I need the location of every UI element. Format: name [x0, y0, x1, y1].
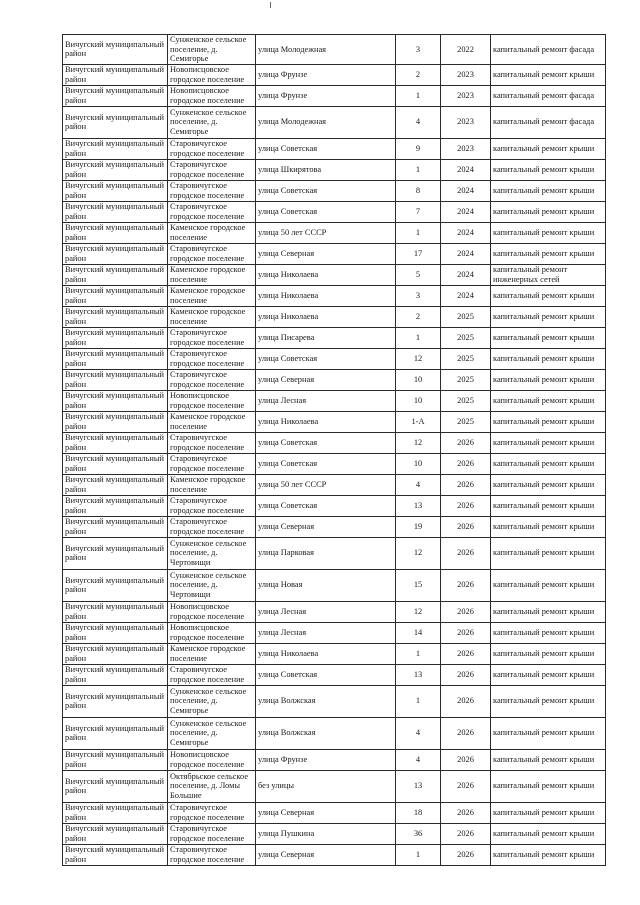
table-row: [63, 243, 606, 264]
work-type-cell: капитальный ремонт крыши: [491, 622, 606, 643]
settlement-cell: Старовичугское городское поселение: [168, 201, 256, 222]
settlement-cell: Старовичугское городское поселение: [168, 159, 256, 180]
work-type-cell: капитальный ремонт крыши: [491, 601, 606, 622]
table-row: [63, 285, 606, 306]
street-cell: улица Советская: [256, 432, 396, 453]
settlement-cell: Старовичугское городское поселение: [168, 844, 256, 865]
year-cell: 2023: [441, 106, 491, 138]
settlement-cell: Каменское городское поселение: [168, 306, 256, 327]
year-cell: 2024: [441, 222, 491, 243]
house-number-cell: 18: [396, 802, 441, 823]
table-row: [63, 495, 606, 516]
settlement-cell: Старовичугское городское поселение: [168, 802, 256, 823]
street-cell: улица Николаева: [256, 643, 396, 664]
work-type-cell: капитальный ремонт крыши: [491, 180, 606, 201]
table-row: [63, 537, 606, 569]
settlement-cell: Сунженское сельское поселение, д. Семигорье: [168, 717, 256, 749]
table-row: [63, 85, 606, 106]
settlement-cell: Старовичугское городское поселение: [168, 432, 256, 453]
street-cell: улица Писарева: [256, 327, 396, 348]
year-cell: 2026: [441, 601, 491, 622]
district-cell: Вичугский муниципальный район: [63, 453, 168, 474]
table-row: [63, 180, 606, 201]
year-cell: 2024: [441, 159, 491, 180]
year-cell: 2023: [441, 138, 491, 159]
table-row: [63, 411, 606, 432]
work-type-cell: капитальный ремонт крыши: [491, 411, 606, 432]
street-cell: улица Николаева: [256, 285, 396, 306]
district-cell: Вичугский муниципальный район: [63, 643, 168, 664]
house-number-cell: 4: [396, 106, 441, 138]
street-cell: улица Советская: [256, 348, 396, 369]
year-cell: 2024: [441, 264, 491, 285]
district-cell: Вичугский муниципальный район: [63, 106, 168, 138]
house-number-cell: 1: [396, 685, 441, 717]
house-number-cell: 14: [396, 622, 441, 643]
district-cell: Вичугский муниципальный район: [63, 664, 168, 685]
work-type-cell: капитальный ремонт крыши: [491, 770, 606, 802]
district-cell: Вичугский муниципальный район: [63, 516, 168, 537]
year-cell: 2026: [441, 516, 491, 537]
work-type-cell: капитальный ремонт крыши: [491, 327, 606, 348]
scan-mark: [270, 2, 271, 8]
work-type-cell: капитальный ремонт крыши: [491, 749, 606, 770]
street-cell: улица Северная: [256, 369, 396, 390]
table-row: [63, 264, 606, 285]
district-cell: Вичугский муниципальный район: [63, 35, 168, 65]
settlement-cell: Старовичугское городское поселение: [168, 243, 256, 264]
table-body: [63, 35, 606, 866]
year-cell: 2026: [441, 569, 491, 601]
year-cell: 2023: [441, 85, 491, 106]
house-number-cell: 1: [396, 327, 441, 348]
house-number-cell: 8: [396, 180, 441, 201]
year-cell: 2026: [441, 453, 491, 474]
table-row: [63, 432, 606, 453]
settlement-cell: Старовичугское городское поселение: [168, 495, 256, 516]
table-row: [63, 569, 606, 601]
house-number-cell: 36: [396, 823, 441, 844]
street-cell: улица 50 лет СССР: [256, 474, 396, 495]
house-number-cell: 12: [396, 601, 441, 622]
street-cell: улица Николаева: [256, 411, 396, 432]
work-type-cell: капитальный ремонт крыши: [491, 664, 606, 685]
table-row: [63, 369, 606, 390]
street-cell: улица Фрунзе: [256, 749, 396, 770]
work-type-cell: капитальный ремонт крыши: [491, 453, 606, 474]
work-type-cell: капитальный ремонт крыши: [491, 537, 606, 569]
house-number-cell: 13: [396, 664, 441, 685]
table-row: [63, 64, 606, 85]
settlement-cell: Старовичугское городское поселение: [168, 348, 256, 369]
settlement-cell: Старовичугское городское поселение: [168, 369, 256, 390]
district-cell: Вичугский муниципальный район: [63, 495, 168, 516]
table-row: [63, 643, 606, 664]
table-row: [63, 106, 606, 138]
district-cell: Вичугский муниципальный район: [63, 180, 168, 201]
table-row: [63, 222, 606, 243]
work-type-cell: капитальный ремонт крыши: [491, 432, 606, 453]
street-cell: улица Молодежная: [256, 35, 396, 65]
street-cell: улица Лесная: [256, 601, 396, 622]
work-type-cell: капитальный ремонт фасада: [491, 35, 606, 65]
settlement-cell: Каменское городское поселение: [168, 264, 256, 285]
year-cell: 2026: [441, 643, 491, 664]
house-number-cell: 7: [396, 201, 441, 222]
house-number-cell: 1: [396, 844, 441, 865]
street-cell: улица Советская: [256, 138, 396, 159]
year-cell: 2025: [441, 411, 491, 432]
house-number-cell: 1: [396, 643, 441, 664]
work-type-cell: капитальный ремонт крыши: [491, 802, 606, 823]
district-cell: Вичугский муниципальный район: [63, 348, 168, 369]
street-cell: улица Волжская: [256, 685, 396, 717]
settlement-cell: Старовичугское городское поселение: [168, 453, 256, 474]
work-type-cell: капитальный ремонт крыши: [491, 569, 606, 601]
district-cell: Вичугский муниципальный район: [63, 85, 168, 106]
district-cell: Вичугский муниципальный район: [63, 390, 168, 411]
street-cell: улица 50 лет СССР: [256, 222, 396, 243]
settlement-cell: Новописцовское городское поселение: [168, 749, 256, 770]
street-cell: без улицы: [256, 770, 396, 802]
district-cell: Вичугский муниципальный район: [63, 201, 168, 222]
district-cell: Вичугский муниципальный район: [63, 474, 168, 495]
street-cell: улица Северная: [256, 844, 396, 865]
work-type-cell: капитальный ремонт крыши: [491, 306, 606, 327]
street-cell: улица Фрунзе: [256, 64, 396, 85]
district-cell: Вичугский муниципальный район: [63, 369, 168, 390]
district-cell: Вичугский муниципальный район: [63, 844, 168, 865]
house-number-cell: 4: [396, 717, 441, 749]
work-type-cell: капитальный ремонт крыши: [491, 222, 606, 243]
table-row: [63, 138, 606, 159]
district-cell: Вичугский муниципальный район: [63, 64, 168, 85]
table-row: [63, 770, 606, 802]
street-cell: улица Пушкина: [256, 823, 396, 844]
street-cell: улица Северная: [256, 802, 396, 823]
settlement-cell: Старовичугское городское поселение: [168, 664, 256, 685]
table-row: [63, 474, 606, 495]
table-row: [63, 749, 606, 770]
house-number-cell: 1: [396, 159, 441, 180]
settlement-cell: Старовичугское городское поселение: [168, 327, 256, 348]
year-cell: 2024: [441, 243, 491, 264]
street-cell: улица Николаева: [256, 264, 396, 285]
work-type-cell: капитальный ремонт инженерных сетей: [491, 264, 606, 285]
settlement-cell: Каменское городское поселение: [168, 411, 256, 432]
table-row: [63, 622, 606, 643]
year-cell: 2024: [441, 201, 491, 222]
house-number-cell: 10: [396, 390, 441, 411]
work-type-cell: капитальный ремонт крыши: [491, 823, 606, 844]
district-cell: Вичугский муниципальный район: [63, 802, 168, 823]
house-number-cell: 1: [396, 85, 441, 106]
house-number-cell: 13: [396, 495, 441, 516]
house-number-cell: 5: [396, 264, 441, 285]
work-type-cell: капитальный ремонт крыши: [491, 844, 606, 865]
district-cell: Вичугский муниципальный район: [63, 823, 168, 844]
year-cell: 2024: [441, 285, 491, 306]
street-cell: улица Лесная: [256, 390, 396, 411]
settlement-cell: Каменское городское поселение: [168, 222, 256, 243]
house-number-cell: 3: [396, 35, 441, 65]
settlement-cell: Старовичугское городское поселение: [168, 823, 256, 844]
street-cell: улица Советская: [256, 201, 396, 222]
table-row: [63, 601, 606, 622]
settlement-cell: Октябрьское сельское поселение, д. Ломы Большие: [168, 770, 256, 802]
district-cell: Вичугский муниципальный район: [63, 601, 168, 622]
work-type-cell: капитальный ремонт крыши: [491, 495, 606, 516]
house-number-cell: 1: [396, 222, 441, 243]
house-number-cell: 12: [396, 537, 441, 569]
year-cell: 2026: [441, 844, 491, 865]
house-number-cell: 12: [396, 432, 441, 453]
table-row: [63, 348, 606, 369]
settlement-cell: Старовичугское городское поселение: [168, 516, 256, 537]
work-type-cell: капитальный ремонт крыши: [491, 64, 606, 85]
settlement-cell: Сунженское сельское поселение, д. Чертовищи: [168, 537, 256, 569]
house-number-cell: 13: [396, 770, 441, 802]
district-cell: Вичугский муниципальный район: [63, 306, 168, 327]
settlement-cell: Новописцовское городское поселение: [168, 64, 256, 85]
street-cell: улица Фрунзе: [256, 85, 396, 106]
settlement-cell: Каменское городское поселение: [168, 474, 256, 495]
district-cell: Вичугский муниципальный район: [63, 685, 168, 717]
year-cell: 2024: [441, 180, 491, 201]
work-type-cell: капитальный ремонт крыши: [491, 369, 606, 390]
table-row: [63, 327, 606, 348]
year-cell: 2025: [441, 348, 491, 369]
work-type-cell: капитальный ремонт крыши: [491, 348, 606, 369]
table-row: [63, 664, 606, 685]
settlement-cell: Сунженское сельское поселение, д. Чертовищи: [168, 569, 256, 601]
work-type-cell: капитальный ремонт крыши: [491, 717, 606, 749]
repair-schedule-table: [62, 34, 606, 866]
house-number-cell: 10: [396, 453, 441, 474]
street-cell: улица Шкирятова: [256, 159, 396, 180]
settlement-cell: Каменское городское поселение: [168, 285, 256, 306]
year-cell: 2026: [441, 685, 491, 717]
street-cell: улица Советская: [256, 453, 396, 474]
work-type-cell: капитальный ремонт фасада: [491, 106, 606, 138]
house-number-cell: 2: [396, 64, 441, 85]
street-cell: улица Лесная: [256, 622, 396, 643]
table-row: [63, 685, 606, 717]
work-type-cell: капитальный ремонт крыши: [491, 685, 606, 717]
house-number-cell: 4: [396, 474, 441, 495]
district-cell: Вичугский муниципальный район: [63, 717, 168, 749]
street-cell: улица Советская: [256, 495, 396, 516]
district-cell: Вичугский муниципальный район: [63, 138, 168, 159]
work-type-cell: капитальный ремонт крыши: [491, 243, 606, 264]
year-cell: 2026: [441, 664, 491, 685]
table-row: [63, 802, 606, 823]
year-cell: 2026: [441, 432, 491, 453]
year-cell: 2023: [441, 64, 491, 85]
street-cell: улица Советская: [256, 664, 396, 685]
table-row: [63, 823, 606, 844]
district-cell: Вичугский муниципальный район: [63, 569, 168, 601]
street-cell: улица Молодежная: [256, 106, 396, 138]
year-cell: 2026: [441, 537, 491, 569]
table-row: [63, 390, 606, 411]
year-cell: 2026: [441, 749, 491, 770]
work-type-cell: капитальный ремонт крыши: [491, 159, 606, 180]
settlement-cell: Сунженское сельское поселение, д. Семигорье: [168, 685, 256, 717]
district-cell: Вичугский муниципальный район: [63, 264, 168, 285]
district-cell: Вичугский муниципальный район: [63, 537, 168, 569]
house-number-cell: 12: [396, 348, 441, 369]
settlement-cell: Новописцовское городское поселение: [168, 390, 256, 411]
district-cell: Вичугский муниципальный район: [63, 749, 168, 770]
table-row: [63, 201, 606, 222]
house-number-cell: 9: [396, 138, 441, 159]
street-cell: улица Новая: [256, 569, 396, 601]
house-number-cell: 10: [396, 369, 441, 390]
work-type-cell: капитальный ремонт крыши: [491, 138, 606, 159]
district-cell: Вичугский муниципальный район: [63, 622, 168, 643]
house-number-cell: 1-А: [396, 411, 441, 432]
house-number-cell: 2: [396, 306, 441, 327]
street-cell: улица Северная: [256, 516, 396, 537]
table-row: [63, 516, 606, 537]
year-cell: 2026: [441, 717, 491, 749]
work-type-cell: капитальный ремонт крыши: [491, 516, 606, 537]
year-cell: 2025: [441, 390, 491, 411]
settlement-cell: Новописцовское городское поселение: [168, 85, 256, 106]
district-cell: Вичугский муниципальный район: [63, 770, 168, 802]
work-type-cell: капитальный ремонт крыши: [491, 285, 606, 306]
table-row: [63, 35, 606, 65]
street-cell: улица Волжская: [256, 717, 396, 749]
house-number-cell: 19: [396, 516, 441, 537]
settlement-cell: Каменское городское поселение: [168, 643, 256, 664]
year-cell: 2026: [441, 823, 491, 844]
street-cell: улица Северная: [256, 243, 396, 264]
year-cell: 2025: [441, 306, 491, 327]
house-number-cell: 4: [396, 749, 441, 770]
house-number-cell: 17: [396, 243, 441, 264]
year-cell: 2026: [441, 474, 491, 495]
year-cell: 2026: [441, 770, 491, 802]
work-type-cell: капитальный ремонт крыши: [491, 390, 606, 411]
work-type-cell: капитальный ремонт крыши: [491, 201, 606, 222]
year-cell: 2025: [441, 369, 491, 390]
table-row: [63, 453, 606, 474]
district-cell: Вичугский муниципальный район: [63, 285, 168, 306]
district-cell: Вичугский муниципальный район: [63, 327, 168, 348]
district-cell: Вичугский муниципальный район: [63, 432, 168, 453]
table-row: [63, 306, 606, 327]
settlement-cell: Новописцовское городское поселение: [168, 601, 256, 622]
settlement-cell: Сунженское сельское поселение, д. Семигорье: [168, 35, 256, 65]
year-cell: 2026: [441, 622, 491, 643]
district-cell: Вичугский муниципальный район: [63, 243, 168, 264]
year-cell: 2022: [441, 35, 491, 65]
work-type-cell: капитальный ремонт крыши: [491, 643, 606, 664]
street-cell: улица Парковая: [256, 537, 396, 569]
street-cell: улица Николаева: [256, 306, 396, 327]
district-cell: Вичугский муниципальный район: [63, 159, 168, 180]
settlement-cell: Сунженское сельское поселение, д. Семигорье: [168, 106, 256, 138]
street-cell: улица Советская: [256, 180, 396, 201]
table-row: [63, 844, 606, 865]
table-row: [63, 159, 606, 180]
work-type-cell: капитальный ремонт крыши: [491, 474, 606, 495]
district-cell: Вичугский муниципальный район: [63, 222, 168, 243]
settlement-cell: Новописцовское городское поселение: [168, 622, 256, 643]
year-cell: 2026: [441, 802, 491, 823]
district-cell: Вичугский муниципальный район: [63, 411, 168, 432]
settlement-cell: Старовичугское городское поселение: [168, 180, 256, 201]
work-type-cell: капитальный ремонт фасада: [491, 85, 606, 106]
year-cell: 2025: [441, 327, 491, 348]
house-number-cell: 15: [396, 569, 441, 601]
year-cell: 2026: [441, 495, 491, 516]
house-number-cell: 3: [396, 285, 441, 306]
settlement-cell: Старовичугское городское поселение: [168, 138, 256, 159]
table-row: [63, 717, 606, 749]
